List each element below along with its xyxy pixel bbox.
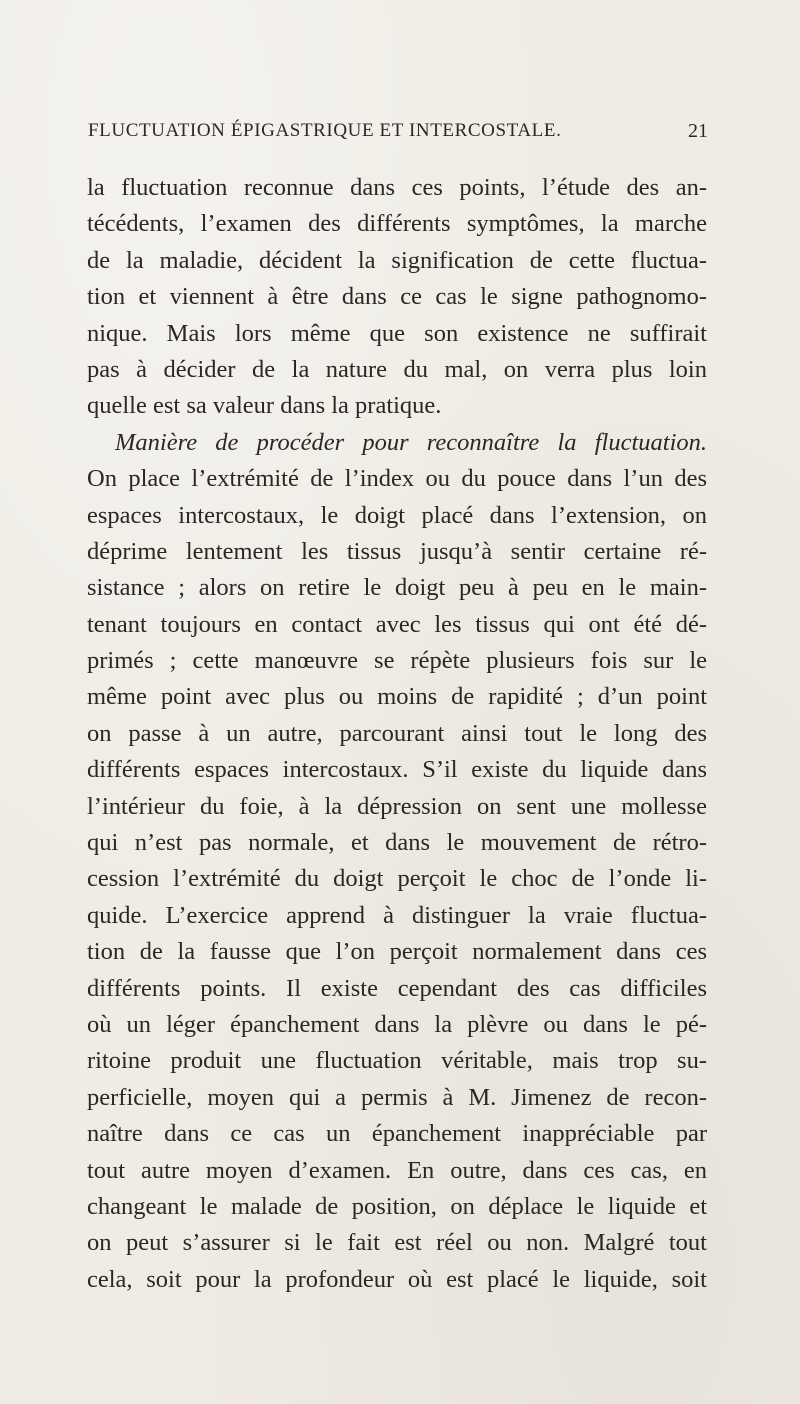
text-line: de la maladie, décident la signification de cette fluctua- bbox=[87, 246, 707, 274]
text-line: naître dans ce cas un épanchement inappréciable par bbox=[87, 1120, 707, 1148]
text-line: tenant toujours en contact avec les tissus qui ont été dé- bbox=[87, 610, 707, 638]
text-line: cela, soit pour la profondeur où est placé le liquide, soit bbox=[87, 1265, 707, 1293]
text-line: la fluctuation reconnue dans ces points, l’étude des an- bbox=[87, 174, 707, 201]
text-line: l’intérieur du foie, à la dépression on sent une mollesse bbox=[87, 792, 707, 820]
text-line: on passe à un autre, parcourant ainsi tout le long des bbox=[87, 719, 707, 747]
text-line: quide. L’exercice apprend à distinguer la vraie fluctua- bbox=[87, 901, 707, 929]
text-line: técédents, l’examen des différents symptômes, la marche bbox=[87, 210, 707, 238]
text-line: On place l’extrémité de l’index ou du pouce dans l’un des bbox=[87, 465, 707, 493]
text-line: perficielle, moyen qui a permis à M. Jimenez de recon- bbox=[87, 1083, 707, 1111]
text-line: tion de la fausse que l’on perçoit normalement dans ces bbox=[87, 938, 707, 966]
text-line: déprime lentement les tissus jusqu’à sentir certaine ré- bbox=[87, 537, 707, 565]
text-line: tout autre moyen d’examen. En outre, dans ces cas, en bbox=[87, 1156, 707, 1184]
text-line: quelle est sa valeur dans la pratique. bbox=[87, 392, 442, 420]
body-text bbox=[87, 170, 707, 1298]
text-line: espaces intercostaux, le doigt placé dans l’extension, on bbox=[87, 501, 707, 529]
text-line: primés ; cette manœuvre se répète plusieurs fois sur le bbox=[87, 647, 707, 675]
running-title: FLUCTUATION ÉPIGASTRIQUE ET INTERCOSTALE. bbox=[88, 120, 562, 141]
text-line: ritoine produit une fluctuation véritable, mais trop su- bbox=[87, 1047, 707, 1075]
text-line: pas à décider de la nature du mal, on verra plus loin bbox=[87, 355, 707, 383]
text-line: nique. Mais lors même que son existence ne suffirait bbox=[87, 319, 707, 347]
text-line: changeant le malade de position, on déplace le liquide et bbox=[87, 1192, 707, 1220]
text-line: qui n’est pas normale, et dans le mouvement de rétro- bbox=[87, 829, 707, 857]
text-line: on peut s’assurer si le fait est réel ou non. Malgré tout bbox=[87, 1229, 707, 1257]
page-number: 21 bbox=[688, 120, 708, 142]
text-line: même point avec plus ou moins de rapidité ; d’un point bbox=[87, 683, 707, 711]
text-line: différents espaces intercostaux. S’il existe du liquide dans bbox=[87, 756, 707, 784]
section-heading: Manière de procéder pour reconnaître la fluctuation. bbox=[115, 428, 707, 456]
text-line: cession l’extrémité du doigt perçoit le choc de l’onde li- bbox=[87, 865, 707, 893]
running-head bbox=[88, 120, 708, 152]
text-line: différents points. Il existe cependant des cas difficiles bbox=[87, 974, 707, 1002]
text-line: sistance ; alors on retire le doigt peu à peu en le main- bbox=[87, 574, 707, 602]
text-line: tion et viennent à être dans ce cas le signe pathognomo- bbox=[87, 283, 707, 311]
text-line: où un léger épanchement dans la plèvre ou dans le pé- bbox=[87, 1010, 707, 1038]
